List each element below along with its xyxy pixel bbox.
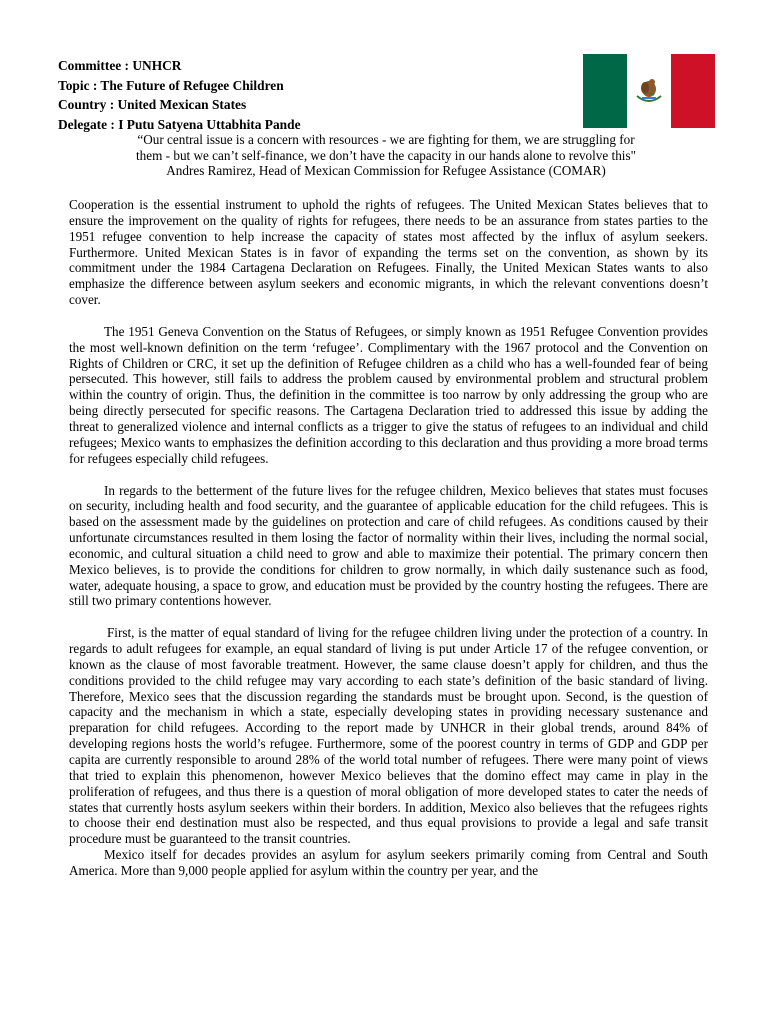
- paragraph-4: First, is the matter of equal standard of living for the refugee children living under the protection of a country. In regards to adult refugees for example, an equal standard of living is put under Article 17 of the refugee convention, or known as the clause of most favorable treatment. However, the same clause doesn’t apply for children, and thus the conditions provided to the child refugee may vary according to each state’s definition of the basic standard of living. Therefore, Mexico sees that the discussion regarding the standards must be brought upon. Second, is the question of capacity and the mechanism in which a state, especially developing states in providing necessary sustenance and preparation for child refugees. According to the report made by UNHCR in their global trends, around 84% of developing regions hosts the world’s refugee. Furthermore, some of the poorest country in terms of GDP and GDP per capita are currently responsible to around 28% of the world total number of refugees. There were many point of views that tried to explain this phenomenon, however Mexico believes that the domino effect may came in play in the proliferation of refugees, and thus there is a question of moral obligation of more developed states to cater the needs of states that currently hosts asylum seekers within their borders. In addition, Mexico also believes that the refugees rights to choose their end destination must also be respected, and thus equal provisions to provide a legal and safe transit procedure must be guaranteed to the transit countries.: [69, 625, 708, 847]
- quote-line-2: them - but we can’t self-finance, we don’t have the capacity in our hands alone to revolve this": [136, 147, 636, 163]
- flag-red-band: [671, 54, 715, 128]
- opening-quote: [60, 132, 712, 179]
- paragraph-5: Mexico itself for decades provides an asylum for asylum seekers primarily coming from Central and South America. More than 9,000 people applied for asylum within the country per year, and the: [69, 847, 708, 878]
- mexico-flag: [583, 54, 715, 128]
- document-body: [69, 197, 708, 879]
- quote-attribution: Andres Ramirez, Head of Mexican Commission for Refugee Assistance (COMAR): [166, 163, 606, 179]
- document-header: [58, 56, 558, 134]
- delegate-line: Delegate : I Putu Satyena Uttabhita Pande: [58, 116, 301, 132]
- flag-green-band: [583, 54, 627, 128]
- country-line: Country : United Mexican States: [58, 97, 247, 112]
- paragraph-1: Cooperation is the essential instrument to uphold the rights of refugees. The United Mexican States believes that to ensure the improvement on the quality of rights for refugees, there needs to be an assurance from states parties to the 1951 refugee convention to help increase the capacity of states most affected by the influx of asylum seekers. Furthermore. United Mexican States is in favor of expanding the terms set on the convention, as shown by its commitment under the 1984 Cartagena Declaration on Refugees. Finally, the United Mexican States wants to also emphasize the difference between asylum seekers and economic migrants, in which the relevant conventions doesn’t cover.: [69, 197, 708, 308]
- paragraph-2: The 1951 Geneva Convention on the Status of Refugees, or simply known as 1951 Refugee Convention provides the most well-known definition on the term ‘refugee’. Complimentary with the 1967 protocol and the Convention on Rights of Children or CRC, it set up the definition of Refugee children as a child who has a well-founded fear of being persecuted. This however, still fails to address the problem caused by environmental problem and structural problem within the country of origin. Thus, the definition in the committee is too narrow by only addressing the group who are being directly persecuted for specific reasons. The Cartagena Declaration tried to addressed this issue by adding the threat to generalized violence and internal conflicts as a trigger to give the status of refugees to an individual and child refugees; Mexico wants to emphasizes the definition according to this declaration and thus providing a more broad terms for refugees especially child refugees.: [69, 323, 708, 466]
- quote-line-1: “Our central issue is a concern with resources - we are fighting for them, we are struggling for: [137, 132, 635, 147]
- committee-line: Committee : UNHCR: [58, 58, 182, 73]
- mexican-coat-of-arms-icon: [632, 74, 666, 108]
- topic-line: Topic : The Future of Refugee Children: [58, 77, 284, 93]
- paragraph-3: In regards to the betterment of the future lives for the refugee children, Mexico believes that states must focuses on security, including health and food security, and the guarantee of applicable education for the child refugees. This is based on the assessment made by the guidelines on protection and care of child refugees. As conditions caused by their unfortunate circumstances resulted in them losing the factor of normality within their lives, including the normal social, economic, and cultural situation a child need to grow and able to maximize their potential. The primary concern then Mexico believes, is to provide the conditions for children to grow normally, in which daily sustenance such as food, water, adequate housing, a space to grow, and education must be provided by the country hosting the refugees. There are still two primary contentions however.: [69, 482, 708, 609]
